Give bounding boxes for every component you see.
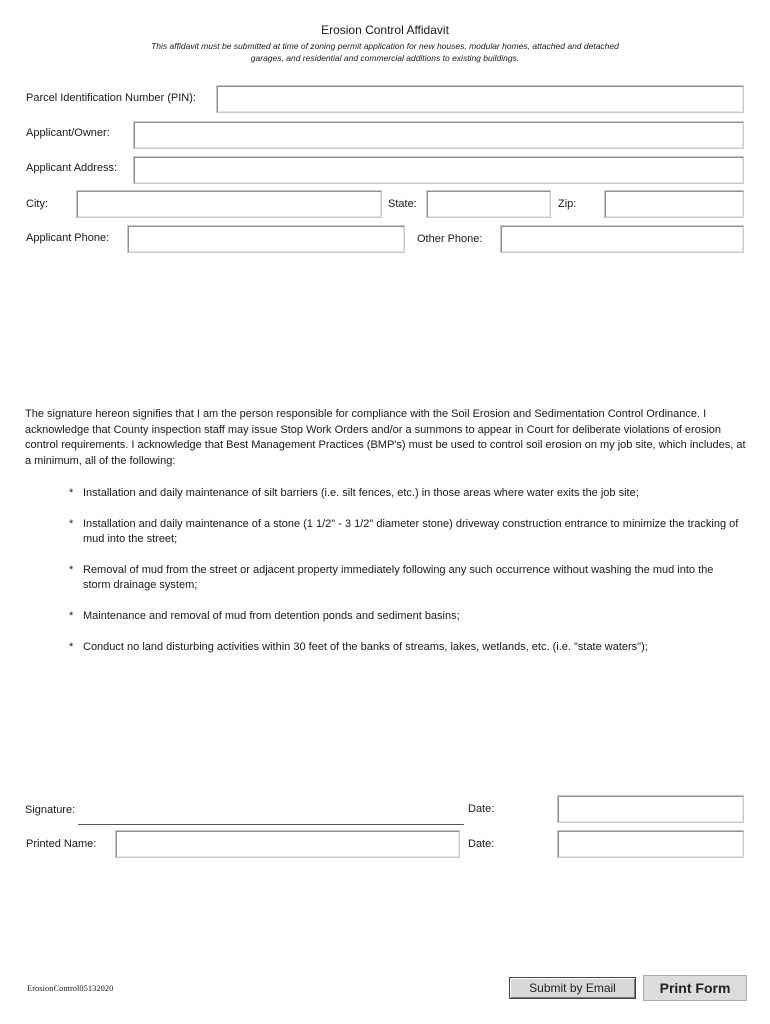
- bullet-marker: *: [69, 487, 74, 499]
- list-item: [69, 640, 759, 656]
- bullet-text: Conduct no land disturbing activities within 30 feet of the banks of streams, lakes, wetlands, etc. (i.e. "state waters");: [83, 641, 648, 653]
- list-item: [69, 486, 759, 502]
- subtitle-line-2: garages, and residential and commercial additions to existing buildings.: [250, 53, 520, 63]
- bullet-text: Removal of mud from the street or adjacent property immediately following any such occurrence without washing the mud into the storm drainage system;: [83, 564, 714, 591]
- phone-input[interactable]: [127, 225, 405, 253]
- signature-line[interactable]: [78, 824, 464, 825]
- owner-label: Applicant/Owner:: [26, 127, 110, 139]
- address-label: Applicant Address:: [26, 162, 118, 174]
- bullet-marker: *: [69, 610, 74, 622]
- date-label-2: Date:: [468, 838, 495, 850]
- other-phone-label: Other Phone:: [417, 233, 483, 245]
- city-input[interactable]: [76, 190, 382, 218]
- state-label: State:: [388, 198, 417, 210]
- form-subtitle: [100, 40, 670, 64]
- printed-name-date-input[interactable]: [557, 830, 744, 858]
- state-input[interactable]: [426, 190, 551, 218]
- print-form-button[interactable]: Print Form: [643, 975, 747, 1001]
- form-code: ErosionControl05132020: [27, 983, 114, 993]
- pin-input[interactable]: [216, 85, 744, 113]
- phone-label: Applicant Phone:: [26, 232, 110, 244]
- printed-name-label: Printed Name:: [26, 838, 97, 850]
- signature-date-input[interactable]: [557, 795, 744, 823]
- form-title: Erosion Control Affidavit: [321, 23, 449, 37]
- bullet-marker: *: [69, 518, 74, 530]
- zip-label: Zip:: [558, 198, 577, 210]
- bullet-text: Maintenance and removal of mud from detention ponds and sediment basins;: [83, 610, 460, 622]
- bullet-text: Installation and daily maintenance of silt barriers (i.e. silt fences, etc.) in those areas where water exits the job site;: [83, 487, 639, 499]
- city-label: City:: [26, 198, 48, 210]
- signature-label: Signature:: [25, 804, 76, 816]
- printed-name-input[interactable]: [115, 830, 460, 858]
- bullet-text: Installation and daily maintenance of a stone (1 1/2" - 3 1/2" diameter stone) driveway construction entrance to minimize the tracking of mud into the street;: [83, 518, 739, 545]
- subtitle-line-1: This affidavit must be submitted at time of zoning permit application for new houses, modular homes, attached and detached: [151, 41, 619, 51]
- bullet-marker: *: [69, 564, 74, 576]
- list-item: [69, 517, 759, 549]
- submit-by-email-button[interactable]: Submit by Email: [509, 977, 636, 999]
- address-input[interactable]: [133, 156, 744, 184]
- pin-label: Parcel Identification Number (PIN):: [26, 92, 196, 104]
- bullet-marker: *: [69, 641, 74, 653]
- other-phone-input[interactable]: [500, 225, 744, 253]
- compliance-statement: The signature hereon signifies that I am the person responsible for compliance with the Soil Erosion and Sedimentation Control Ordinance. I acknowledge that County inspection staff may issue Stop Work Orders and/or a summons to appear in Court for deliberate violations of erosion control requirements. I acknowledge that Best Management Practices (BMP's) must be used to control soil erosion on my job site, which includes, at a minimum, all of the following:: [25, 408, 746, 467]
- list-item: [69, 609, 759, 625]
- owner-input[interactable]: [133, 121, 744, 149]
- date-label-1: Date:: [468, 803, 495, 815]
- zip-input[interactable]: [604, 190, 744, 218]
- list-item: [69, 563, 759, 595]
